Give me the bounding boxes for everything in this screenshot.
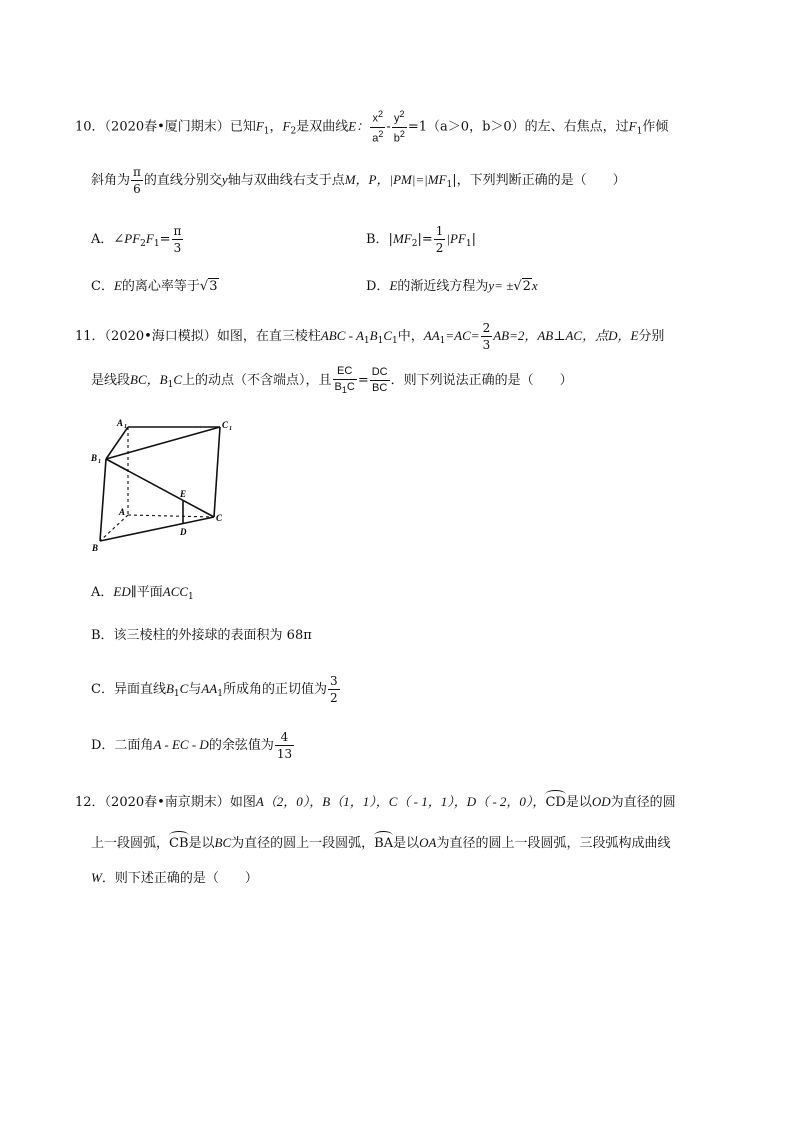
q10-option-c (91, 277, 219, 296)
q10-b-sq: 2 (399, 128, 405, 139)
q10-opt-a-sub2: 2 (140, 239, 146, 249)
q11-opt-c-mid: 与 (188, 682, 202, 697)
q10-opt-b-eq: |= (417, 232, 433, 247)
q11-opt-c-text: 所成角的正切值为 (222, 682, 327, 697)
q10-sqrt2: √2 (513, 279, 531, 294)
q10-pi: π (133, 165, 141, 179)
q11-opt-c-three: 3 (329, 674, 338, 688)
label-a: A (119, 507, 126, 517)
q11-dc: DC (371, 366, 388, 378)
q12-points: A（2，0），B（1，1），C（ - 1，1），D（ - 2，0）， (255, 794, 546, 809)
q10-line2-d: |，下列判断正确的是（ ） (452, 173, 626, 188)
q10-opt-a-f: F (145, 231, 154, 246)
q10-f1: F (255, 118, 264, 134)
q10-opt-b-label: B．| (366, 232, 393, 247)
q10-sqrt3: √3 (199, 279, 218, 294)
label-c: C (216, 513, 223, 523)
q12-line2-d: 是以 (393, 836, 420, 851)
q10-sub1: 1 (263, 126, 270, 137)
q11-opt-b-text: B．该三棱柱的外接球的表面积为 68π (91, 628, 312, 643)
q11-option-d (91, 731, 295, 760)
q12-arc-cb: CB (169, 831, 189, 853)
q11-b1c-sub: 1 (341, 385, 347, 395)
q10-number: 10． (75, 119, 105, 135)
q10-a: a (372, 132, 379, 145)
q11-opt-c-expr2: AA (201, 681, 218, 696)
q10-line2-b: 的直线分别交 (143, 173, 222, 188)
label-b1-sub: 1 (98, 459, 101, 465)
q12-arc-cd: CD (545, 790, 565, 812)
q12-oa: OA (419, 835, 437, 850)
q11-opt-a-sub: 1 (188, 592, 194, 602)
q10-sqrt3-rad: 3 (209, 279, 218, 294)
q11-eq1: =AC= (445, 328, 480, 343)
q11-opt-a-text: 平面 (136, 585, 163, 600)
q10-sub2: 2 (290, 126, 297, 137)
q12-line2-c: 为直径的圆上一段圆弧， (231, 836, 375, 851)
q11-opt-a-expr: ED∥ (113, 584, 137, 599)
q11-line2-a: 是线段 (91, 373, 131, 388)
q11-line2-b: C (173, 372, 182, 387)
q10-x: x (372, 112, 378, 125)
q10-pts: M，P，|PM|=|MF (344, 172, 447, 187)
q11-opt-d-text: 的余弦值为 (208, 738, 274, 753)
q11-opt-c-label: C．异面直线 (91, 682, 166, 697)
q10-cond: a＞0，b＞0）的左、右焦点，过 (440, 119, 629, 135)
q10-f1-b: F (628, 118, 637, 134)
q10-line1: 10．（2020春•厦门期末）已知$F_1$，$F_2$是双曲线E： $\frac{x^2}{a^2}$ - $\frac{y^2}{b^2}$ =1（a＞0，b＞0）的左、右焦点，过$F_1$作倾 (75, 109, 669, 145)
q10-opt-b-two: 2 (435, 241, 444, 255)
q10-a-sq: 2 (378, 128, 384, 139)
q10-opt-d-x: x (531, 278, 538, 293)
q11-prism-sub3: 1 (392, 336, 398, 346)
q10-stem-a: 已知 (229, 119, 256, 135)
q12-bc: BC (214, 835, 232, 850)
q10-opt-c-label: C． (91, 279, 114, 294)
q10-option-b: B．$|MF_2|=$ $\frac{1}{2}$ $|PF_1|$ (366, 224, 476, 255)
q10-mf1-sub: 1 (446, 180, 453, 190)
q11-thirteen: 13 (276, 747, 293, 761)
q11-line2-c: 上的动点（不含端点），且 (181, 373, 332, 388)
q10-opt-c-e: E (113, 278, 122, 293)
q10-opt-b-expr: MF (392, 231, 412, 246)
label-c1: C (222, 420, 229, 430)
label-b: B (92, 543, 99, 553)
q11-opt-c-c: C (179, 681, 189, 696)
q11-line2-d: ．则下列说法正确的是（ ） (390, 373, 573, 388)
q10-opt-a-label: A．∠ (91, 232, 125, 247)
q11-three: 3 (482, 338, 491, 352)
q11-prism-sub1: 1 (363, 336, 370, 346)
q11-option-b (91, 627, 312, 645)
q11-opt-c-two: 2 (329, 691, 338, 705)
q11-prism: ABC - A (320, 328, 364, 343)
q12-source: （2020春•南京期末） (104, 795, 230, 810)
q11-opt-d-label: D．二面角 (91, 738, 154, 753)
q11-option-c (91, 675, 341, 704)
q11-stem-c: 分别 (638, 329, 665, 344)
q10-line2 (91, 166, 626, 195)
q10-opt-d-text: 的渐近线方程为 (397, 279, 489, 294)
q11-ec: EC (337, 365, 353, 377)
q10-line2-c: 轴与双曲线右支于点 (227, 173, 345, 188)
edge-b-c (100, 517, 214, 541)
q11-opt-a-plane: ACC (162, 584, 189, 599)
q10-frac-y2-b2 (392, 110, 407, 144)
q11-opt-c-sub2: 1 (217, 689, 223, 699)
q11-stem-a: 如图，在直三棱柱 (216, 329, 321, 344)
q11-four: 4 (280, 730, 289, 744)
q12-line1-b: 是以 (565, 795, 592, 810)
q10-option-a (91, 225, 184, 254)
q10-b: b (393, 132, 400, 145)
q10-opt-c-text: 的离心率等于 (121, 279, 200, 294)
q12-line2-e: 为直径的圆上一段圆弧，三段弧构成曲线 (436, 836, 671, 851)
q10-yaxis: y (221, 172, 228, 187)
q11-seg: BC，B (130, 372, 168, 387)
q10-sub1-b: 1 (636, 126, 643, 137)
q11-source: （2020•海口模拟） (104, 329, 217, 344)
q10-opt-a-sub1: 1 (153, 239, 160, 249)
q11-opt-a-label: A． (91, 585, 114, 600)
label-d: D (180, 527, 187, 537)
q11-frac-3-2 (328, 675, 340, 704)
q10-curve-name: E： (348, 118, 370, 134)
q11-line1 (75, 322, 664, 351)
q12-line2 (91, 831, 671, 853)
q12-line2-a: 上一段圆弧， (91, 836, 170, 851)
q10-stem-b: 是双曲线 (296, 119, 349, 135)
q10-stem-c: 作倾 (642, 119, 669, 135)
edge-b1-b (100, 459, 106, 541)
q12-line2-b: 是以 (188, 836, 215, 851)
label-e: E (180, 489, 187, 499)
q11-line2: 是线段BC，$B_1C$上的动点（不含端点），且 $\frac{EC}{B_1C}$ = $\frac{DC}{BC}$ ．则下列说法正确的是（ ） (91, 365, 573, 395)
q11-prism-b: B (369, 328, 378, 343)
q10-line2-a: 斜角为 (91, 173, 131, 188)
q10-x-sq: 2 (378, 109, 384, 119)
q10-opt-a-eq: = (159, 232, 171, 247)
edge-c1-c (214, 427, 220, 517)
q10-frac-1-2 (434, 225, 446, 254)
q10-f2: F (282, 118, 291, 134)
q10-source: （2020春•厦门期末） (104, 119, 230, 135)
q12-od: OD (591, 794, 611, 809)
q12-line3 (91, 869, 258, 888)
q10-six: 6 (131, 180, 143, 195)
label-a1: A (117, 418, 124, 428)
q11-seg-sub: 1 (167, 380, 174, 390)
q11-de: D，E (608, 328, 639, 343)
q11-frac-ec-b1c: $\frac{EC}{B_1C}$ (334, 365, 355, 395)
q10-frac-pi-3 (172, 225, 184, 254)
label-c1-sub: 1 (229, 426, 232, 432)
q11-option-a (91, 583, 194, 606)
edge-a-b (100, 515, 128, 541)
q11-b1c: B (334, 381, 342, 393)
q12-arc-ba: BA (374, 831, 393, 853)
q11-aa: AA (423, 328, 440, 343)
q11-bc: BC (370, 380, 390, 394)
q12-line1-a: 如图 (229, 795, 256, 810)
q12-number: 12． (75, 795, 105, 810)
q10-opt-a-three: 3 (172, 239, 184, 254)
label-a1-sub: 1 (124, 424, 127, 430)
q10-eq-tail: =1（ (407, 119, 441, 135)
q12-line3-text: ．则下述正确的是（ ） (101, 871, 258, 886)
q10-opt-a-pi: π (173, 224, 182, 238)
prism-figure (88, 415, 238, 555)
q10-opt-b-tail: |PF (446, 231, 466, 246)
q10-opt-b-sub2: 2 (411, 239, 418, 249)
q11-prism-c: C (383, 328, 393, 343)
q11-eq2: AB=2，AB⊥AC，点 (493, 328, 609, 343)
q10-option-d (366, 277, 538, 296)
q10-opt-a-expr: PF (124, 231, 141, 246)
q10-y-sq: 2 (399, 109, 405, 119)
q11-opt-d-expr: A - EC - D (153, 737, 209, 752)
q10-frac-x2-a2 (370, 110, 385, 144)
q12-line1-c: 为直径的圆 (610, 795, 676, 810)
q11-opt-c-sub1: 1 (173, 689, 180, 699)
q10-y: y (394, 112, 400, 125)
q11-prism-sub2: 1 (377, 336, 384, 346)
q11-aa-sub: 1 (439, 336, 446, 346)
q12-w: W (91, 870, 102, 885)
q11-opt-c-expr1: B (165, 681, 174, 696)
q10-frac-pi-6 (131, 166, 143, 195)
edge-a-c (128, 515, 214, 517)
q10-sqrt2-rad: 2 (522, 279, 531, 294)
q10-opt-d-e: E (389, 278, 398, 293)
q10-opt-d-label: D． (366, 279, 390, 294)
q10-opt-b-one: 1 (435, 224, 444, 238)
q11-two: 2 (482, 321, 491, 335)
q10-opt-b-sub1: 1 (465, 239, 472, 249)
q11-number: 11． (75, 329, 105, 344)
q12-line1 (75, 790, 676, 812)
q11-frac-dc-bc (370, 367, 390, 394)
q10-opt-d-eq: y= ± (488, 278, 514, 293)
q11-stem-b: 中， (397, 329, 424, 344)
label-b1: B (91, 453, 98, 463)
edge-b1-c1 (106, 427, 220, 459)
q11-frac-4-13 (275, 731, 294, 760)
q11-frac-2-3 (481, 322, 493, 351)
